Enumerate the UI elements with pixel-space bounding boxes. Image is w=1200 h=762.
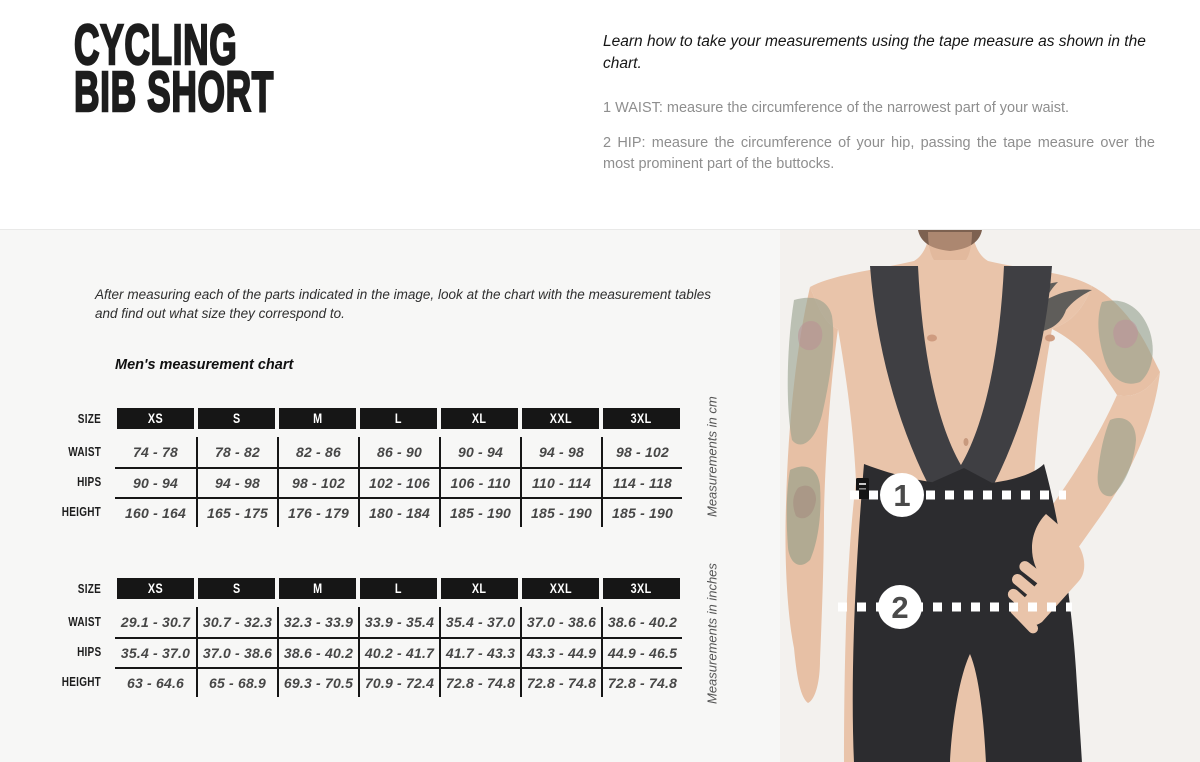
measure-row-label: WAIST bbox=[68, 445, 101, 459]
instructions-lead: Learn how to take your measurements using the tape measure as shown in the chart. bbox=[603, 33, 1146, 72]
measurement-cell: 37.0 - 38.6 bbox=[196, 637, 277, 667]
measurement-cell: 72.8 - 74.8 bbox=[439, 667, 520, 697]
measurement-cell: 38.6 - 40.2 bbox=[601, 607, 682, 637]
unit-label-inches: Measurements in inches bbox=[704, 563, 720, 705]
waist-marker-number: 1 bbox=[893, 478, 911, 513]
size-header-cell: XS bbox=[117, 408, 194, 429]
measurement-cell: 70.9 - 72.4 bbox=[358, 667, 439, 697]
measurement-cell: 35.4 - 37.0 bbox=[115, 637, 196, 667]
measurement-cell: 78 - 82 bbox=[196, 437, 277, 467]
size-table-inches bbox=[40, 578, 682, 697]
hip-marker-number: 2 bbox=[891, 590, 909, 625]
page-title bbox=[74, 13, 274, 124]
model-illustration bbox=[780, 230, 1200, 762]
measurement-cell: 65 - 68.9 bbox=[196, 667, 277, 697]
page-title-line1: CYCLING bbox=[74, 13, 238, 77]
size-header-cell: M bbox=[279, 578, 356, 599]
page-title-line2: BIB SHORT bbox=[74, 60, 274, 124]
measure-row-label: HEIGHT bbox=[61, 675, 101, 689]
measurement-cell: 114 - 118 bbox=[601, 467, 682, 497]
size-row-label: SIZE bbox=[77, 411, 101, 426]
measurement-cell: 69.3 - 70.5 bbox=[277, 667, 358, 697]
measurement-cell: 72.8 - 74.8 bbox=[520, 667, 601, 697]
size-header-cell: L bbox=[360, 408, 437, 429]
measure-row-label: WAIST bbox=[68, 615, 101, 629]
measurement-cell: 165 - 175 bbox=[196, 497, 277, 527]
chart-title: Men's measurement chart bbox=[115, 357, 294, 373]
measurement-cell: 82 - 86 bbox=[277, 437, 358, 467]
measurement-cell: 72.8 - 74.8 bbox=[601, 667, 682, 697]
measurement-cell: 37.0 - 38.6 bbox=[520, 607, 601, 637]
navel bbox=[964, 438, 969, 446]
measurement-cell: 185 - 190 bbox=[601, 497, 682, 527]
measurement-cell: 63 - 64.6 bbox=[115, 667, 196, 697]
neck-shadow bbox=[928, 232, 972, 260]
size-header-cell: L bbox=[360, 578, 437, 599]
size-header-cell: 3XL bbox=[603, 408, 680, 429]
measurement-cell: 94 - 98 bbox=[520, 437, 601, 467]
size-header-cell: XS bbox=[117, 578, 194, 599]
chest-detail bbox=[1045, 335, 1055, 342]
size-header-cell: XXL bbox=[522, 408, 599, 429]
measurement-cell: 38.6 - 40.2 bbox=[277, 637, 358, 667]
measurement-cell: 94 - 98 bbox=[196, 467, 277, 497]
measurement-cell: 43.3 - 44.9 bbox=[520, 637, 601, 667]
measurement-cell: 98 - 102 bbox=[277, 467, 358, 497]
measurement-cell: 176 - 179 bbox=[277, 497, 358, 527]
measurement-cell: 30.7 - 32.3 bbox=[196, 607, 277, 637]
measurement-cell: 40.2 - 41.7 bbox=[358, 637, 439, 667]
size-header-cell: M bbox=[279, 408, 356, 429]
measurement-cell: 90 - 94 bbox=[115, 467, 196, 497]
measurement-cell: 106 - 110 bbox=[439, 467, 520, 497]
size-table-cm bbox=[40, 408, 682, 527]
waist-instruction: 1 WAIST: measure the circumference of the narrowest part of your waist. bbox=[603, 100, 1070, 116]
measurement-cell: 86 - 90 bbox=[358, 437, 439, 467]
size-row-label: SIZE bbox=[77, 581, 101, 596]
hip-instruction: 2 HIP: measure the circumference of your hip, passing the tape measure over the most prominent part of the buttocks. bbox=[603, 135, 1155, 172]
measurement-cell: 180 - 184 bbox=[358, 497, 439, 527]
measurement-cell: 32.3 - 33.9 bbox=[277, 607, 358, 637]
top-section bbox=[0, 0, 1200, 229]
measure-row-label: HIPS bbox=[76, 645, 101, 659]
unit-label-cm: Measurements in cm bbox=[704, 396, 720, 518]
measurement-cell: 110 - 114 bbox=[520, 467, 601, 497]
size-header-cell: 3XL bbox=[603, 578, 680, 599]
chart-section bbox=[0, 229, 1200, 762]
measurement-cell: 41.7 - 43.3 bbox=[439, 637, 520, 667]
measuring-instructions bbox=[603, 31, 1155, 189]
measurement-cell: 44.9 - 46.5 bbox=[601, 637, 682, 667]
measure-row-label: HEIGHT bbox=[61, 505, 101, 519]
size-header-cell: XL bbox=[441, 578, 518, 599]
measurement-cell: 102 - 106 bbox=[358, 467, 439, 497]
size-header-cell: S bbox=[198, 578, 275, 599]
measurement-cell: 74 - 78 bbox=[133, 444, 178, 460]
measurement-cell: 35.4 - 37.0 bbox=[439, 607, 520, 637]
measurement-cell: 33.9 - 35.4 bbox=[358, 607, 439, 637]
size-header-cell: XXL bbox=[522, 578, 599, 599]
measurement-cell: 185 - 190 bbox=[439, 497, 520, 527]
measure-row-label: HIPS bbox=[76, 475, 101, 489]
measurement-cell: 90 - 94 bbox=[439, 437, 520, 467]
measurement-cell: 185 - 190 bbox=[520, 497, 601, 527]
measurement-cell: 29.1 - 30.7 bbox=[120, 614, 191, 630]
bib-short-model-photo bbox=[780, 230, 1200, 762]
measurement-cell: 98 - 102 bbox=[601, 437, 682, 467]
size-header-cell: XL bbox=[441, 408, 518, 429]
chart-instruction: After measuring each of the parts indicated in the image, look at the chart with the measurement tables and find out what size they correspond to. bbox=[95, 287, 711, 321]
size-header-cell: S bbox=[198, 408, 275, 429]
measurement-cell: 160 - 164 bbox=[115, 497, 196, 527]
chest-detail bbox=[927, 335, 937, 342]
